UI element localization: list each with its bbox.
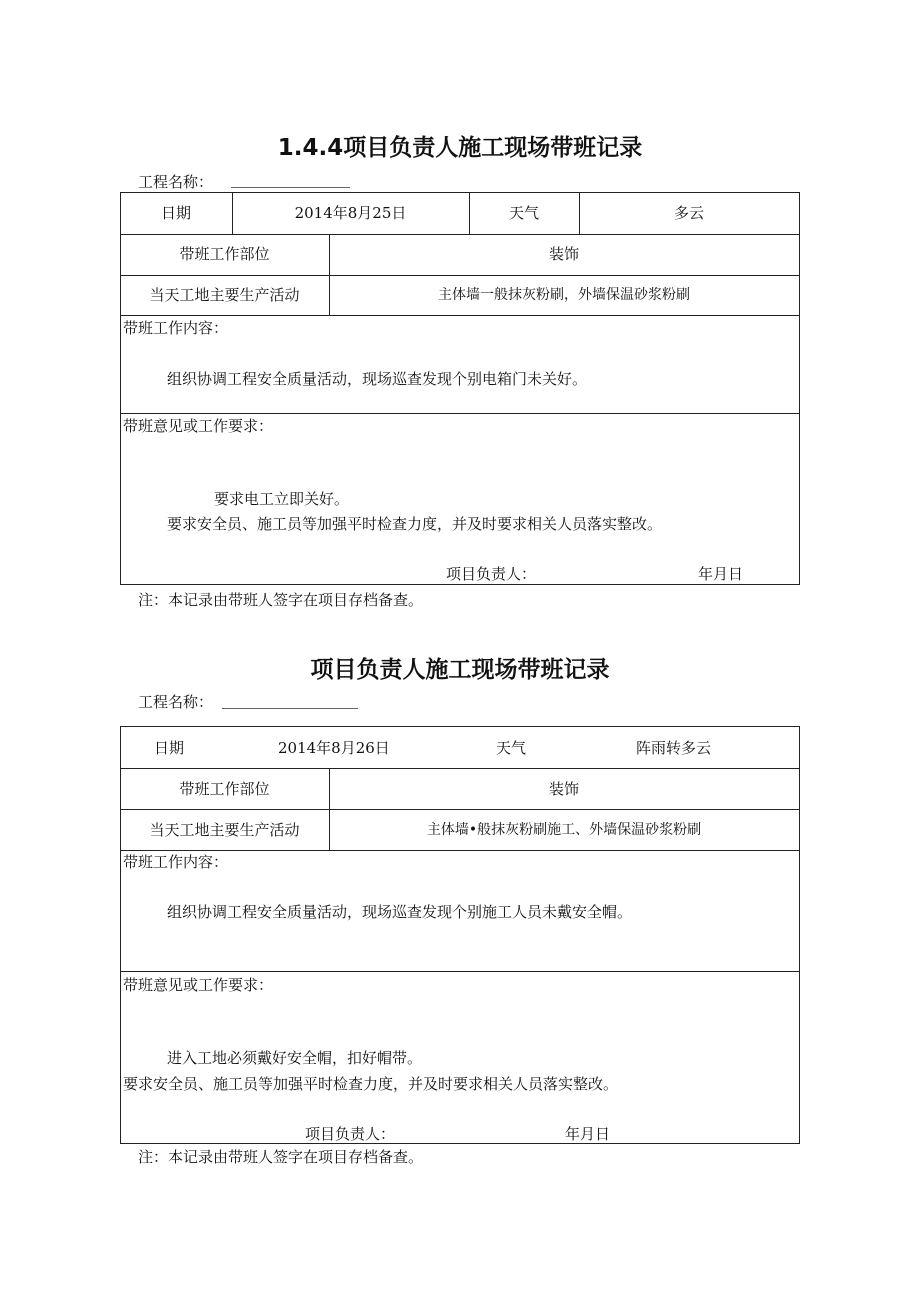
row-divider	[120, 809, 800, 810]
row-divider	[120, 971, 800, 972]
opinion-line-2: 要求安全员、施工员等加强平时检查力度，并及时要求相关人员落实整改。	[123, 1075, 619, 1093]
activity-value: 主体墙•般抹灰粉刷施工、外墙保温砂浆粉刷	[426, 822, 702, 838]
row-divider	[120, 413, 800, 414]
weather-value: 阵雨转多云	[636, 739, 712, 757]
content-label: 带班工作内容：	[123, 319, 229, 337]
activity-value: 主体墙一般抹灰粉刷，外墙保温砂浆粉刷	[438, 287, 690, 303]
content-text: 组织协调工程安全质量活动，现场巡查发现个别电箱门未关好。	[167, 370, 588, 388]
weather-label: 天气	[496, 739, 527, 757]
table-border-right	[799, 192, 800, 585]
location-value: 装饰	[548, 780, 579, 798]
footnote: 注：本记录由带班人签字在项目存档备查。	[138, 591, 424, 609]
date-value: 2014年8月25日	[294, 204, 407, 222]
record-title: 1.4.4项目负责人施工现场带班记录	[277, 135, 643, 161]
table-border-right	[799, 726, 800, 1144]
project-name-blank[interactable]	[231, 187, 350, 188]
opinion-label: 带班意见或工作要求：	[123, 976, 274, 994]
table-border-top	[120, 192, 800, 193]
date-sign-label: 年月日	[565, 1125, 611, 1143]
row-divider	[120, 275, 800, 276]
weather-label: 天气	[508, 204, 539, 222]
date-label: 日期	[154, 739, 185, 757]
weather-value: 多云	[673, 204, 704, 222]
opinion-line-2: 要求安全员、施工员等加强平时检查力度，并及时要求相关人员落实整改。	[167, 515, 663, 533]
row-divider	[120, 234, 800, 235]
opinion-line-1: 进入工地必须戴好安全帽，扣好帽带。	[167, 1049, 423, 1067]
row-divider	[120, 768, 800, 769]
signer-label: 项目负责人：	[305, 1125, 396, 1143]
location-value: 装饰	[548, 245, 579, 263]
activity-label: 当天工地主要生产活动	[149, 286, 300, 304]
date-label: 日期	[160, 204, 191, 222]
location-label: 带班工作部位	[179, 245, 270, 263]
project-name-label: 工程名称：	[138, 173, 214, 191]
opinion-line-1: 要求电工立即关好。	[214, 490, 350, 508]
location-label: 带班工作部位	[179, 780, 270, 798]
table-border-bottom	[120, 584, 800, 585]
content-text: 组织协调工程安全质量活动，现场巡查发现个别施工人员未戴安全帽。	[167, 903, 633, 921]
footnote: 注：本记录由带班人签字在项目存档备查。	[138, 1148, 424, 1166]
content-label: 带班工作内容：	[123, 853, 229, 871]
date-sign-label: 年月日	[698, 565, 744, 583]
signer-label: 项目负责人：	[446, 565, 537, 583]
project-name-blank[interactable]	[222, 708, 358, 709]
date-value: 2014年8月26日	[278, 739, 390, 757]
project-name-label: 工程名称：	[138, 693, 214, 711]
record-title: 项目负责人施工现场带班记录	[310, 657, 610, 683]
row-divider	[120, 315, 800, 316]
opinion-label: 带班意见或工作要求：	[123, 417, 274, 435]
table-border-top	[120, 726, 800, 727]
activity-label: 当天工地主要生产活动	[149, 821, 300, 839]
row-divider	[120, 850, 800, 851]
table-border-bottom	[120, 1143, 800, 1144]
